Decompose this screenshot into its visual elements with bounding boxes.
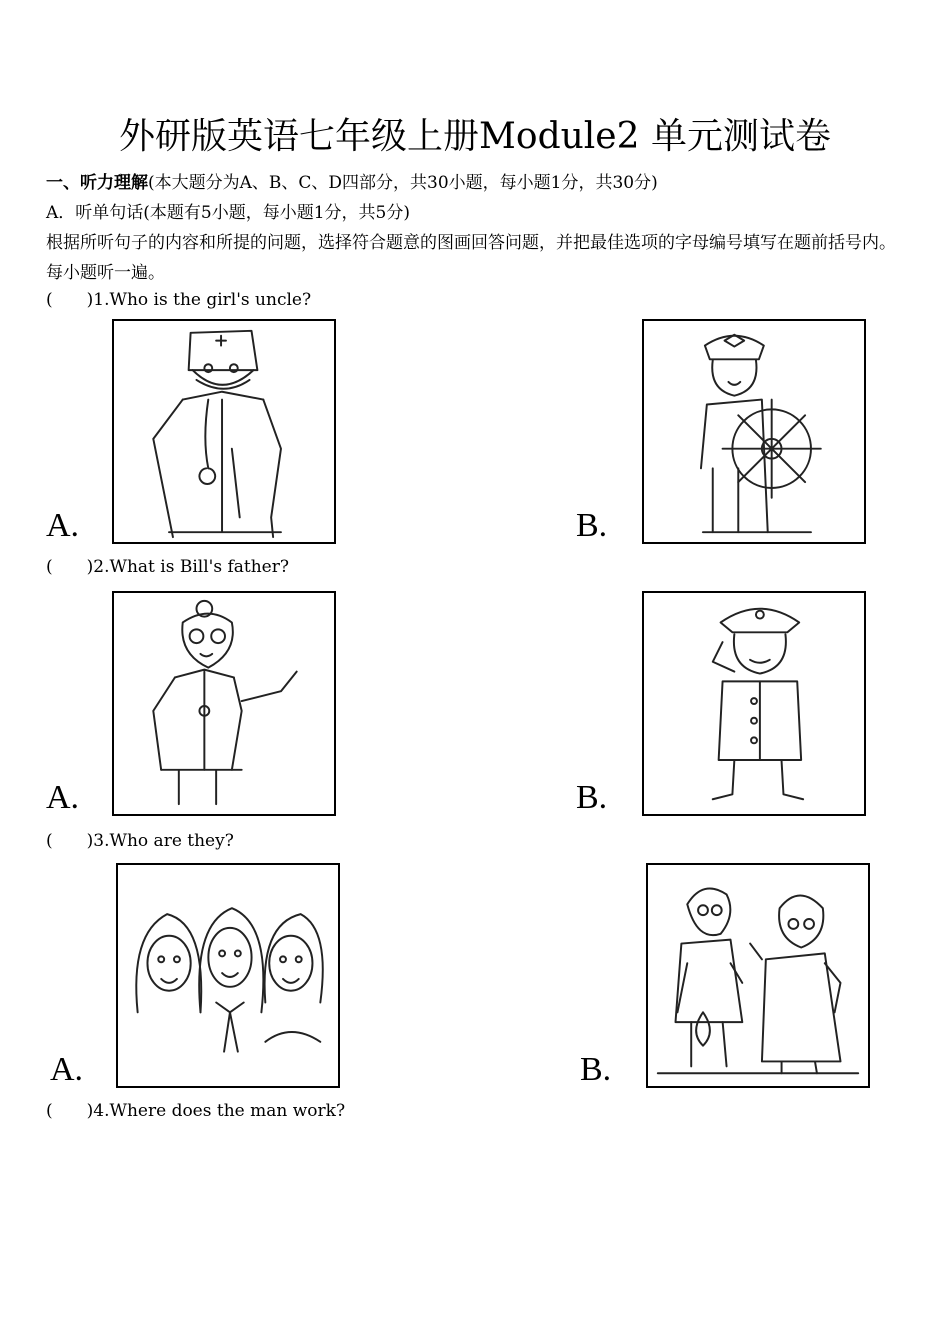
doctor-illustration bbox=[114, 321, 334, 542]
option-b-image-elderly bbox=[646, 863, 870, 1088]
answer-paren-open: ( bbox=[46, 290, 53, 310]
option-b-image-police bbox=[642, 591, 866, 816]
answer-paren-open: ( bbox=[46, 831, 53, 851]
section-note: (本大题分为A、B、C、D四部分，共30小题，每小题1分，共30分) bbox=[148, 173, 658, 193]
option-a-image-doctor bbox=[112, 319, 336, 544]
option-a-image-doctor bbox=[112, 591, 336, 816]
part-a-instruction: 根据所听句子的内容和所提的问题，选择符合题意的图画回答问题，并把最佳选项的字母编号填写在题前括号内。每小题听一遍。 bbox=[46, 233, 896, 283]
answer-paren-open: ( bbox=[46, 557, 53, 577]
question-3 bbox=[46, 829, 234, 853]
page-title: 外研版英语七年级上册Module2 单元测试卷 bbox=[119, 116, 831, 157]
option-b-image-captain bbox=[642, 319, 866, 544]
option-a-label: A. bbox=[46, 507, 80, 544]
option-b-label: B. bbox=[576, 779, 608, 816]
question-2 bbox=[46, 555, 289, 579]
option-b-label: B. bbox=[576, 507, 608, 544]
question-text: )1.Who is the girl's uncle? bbox=[86, 290, 312, 310]
part-a-heading: A．听单句话(本题有5小题，每小题1分，共5分) bbox=[46, 203, 410, 223]
police-illustration bbox=[644, 593, 864, 814]
question-text: )3.Who are they? bbox=[86, 831, 234, 851]
option-a-label: A. bbox=[46, 779, 80, 816]
section-heading bbox=[46, 170, 658, 196]
section-title: 一、听力理解 bbox=[46, 173, 148, 193]
option-a-label: A. bbox=[50, 1051, 84, 1088]
option-a-image-girls bbox=[116, 863, 340, 1088]
girls-illustration bbox=[118, 865, 338, 1086]
question-1 bbox=[46, 288, 311, 312]
doctor-illustration bbox=[114, 593, 334, 814]
question-4 bbox=[46, 1099, 345, 1123]
captain-illustration bbox=[644, 321, 864, 542]
answer-paren-open: ( bbox=[46, 1101, 53, 1121]
question-text: )4.Where does the man work? bbox=[86, 1101, 346, 1121]
option-b-label: B. bbox=[580, 1051, 612, 1088]
elderly-illustration bbox=[648, 865, 868, 1086]
question-text: )2.What is Bill's father? bbox=[86, 557, 289, 577]
